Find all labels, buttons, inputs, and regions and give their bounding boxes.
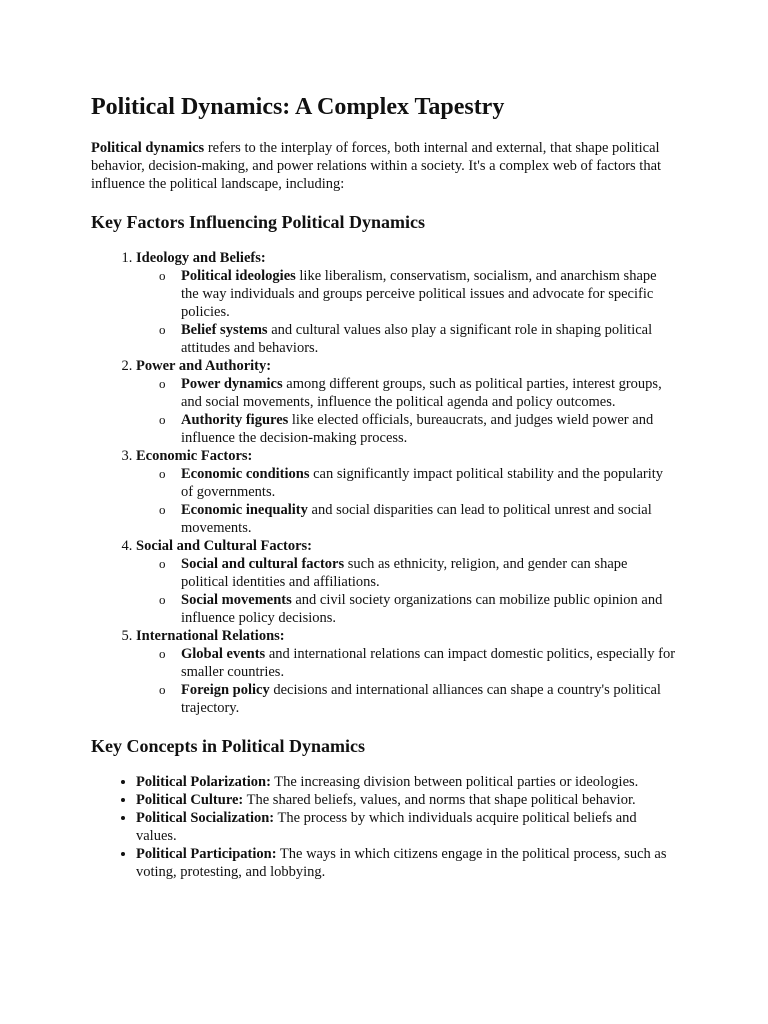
subitem-text: like liberalism, conservatism, socialism, and anarchism shape the way individuals and groups perceive political issues and advocate for specific policies.	[181, 268, 657, 320]
subitem-text: and civil society organizations can mobilize public opinion and influence policy decisions.	[181, 592, 663, 626]
subitem-text: decisions and international alliances can shape a country's political trajectory.	[181, 682, 661, 716]
subitem-term: Belief systems	[181, 322, 268, 338]
subitem-term: Social movements	[181, 592, 292, 608]
concept-text: The increasing division between political parties or ideologies.	[270, 774, 639, 790]
factor-sublist	[136, 465, 677, 537]
concept-item	[136, 809, 677, 845]
factor-subitem	[181, 267, 677, 321]
concept-term: Political Participation:	[136, 846, 277, 862]
intro-paragraph	[91, 139, 677, 193]
factor-subitem	[181, 321, 677, 357]
intro-text: refers to the interplay of forces, both internal and external, that shape political behavior, decision-making, and power relations within a society. It's a complex web of factors that influence the political landscape, including:	[91, 140, 662, 192]
concept-item	[136, 773, 677, 791]
subitem-text: among different groups, such as political parties, interest groups, and social movements, influence the political agenda and policy outcomes.	[181, 376, 662, 410]
subitem-term: Economic conditions	[181, 466, 310, 482]
intro-term: Political dynamics	[91, 140, 205, 156]
factors-list	[91, 249, 677, 717]
factor-item	[136, 627, 677, 717]
page-title: Political Dynamics: A Complex Tapestry	[91, 94, 505, 120]
subitem-term: Authority figures	[181, 412, 289, 428]
subitem-text: such as ethnicity, religion, and gender can shape political identities and affiliations.	[181, 556, 628, 590]
factor-subitem	[181, 411, 677, 447]
factor-label: Social and Cultural Factors:	[136, 538, 313, 554]
factor-subitem	[181, 591, 677, 627]
concepts-list	[91, 773, 677, 881]
subitem-text: can significantly impact political stability and the popularity of governments.	[181, 466, 664, 500]
concepts-heading: Key Concepts in Political Dynamics	[91, 736, 365, 756]
factor-subitem	[181, 681, 677, 717]
factor-item	[136, 447, 677, 537]
factor-subitem	[181, 375, 677, 411]
subitem-term: Foreign policy	[181, 682, 270, 698]
factor-sublist	[136, 555, 677, 627]
concept-term: Political Polarization:	[136, 774, 271, 790]
factor-sublist	[136, 375, 677, 447]
factor-item	[136, 249, 677, 357]
factor-item	[136, 537, 677, 627]
factors-heading: Key Factors Influencing Political Dynamics	[91, 212, 425, 232]
factor-label: Power and Authority:	[136, 358, 272, 374]
concept-text: The ways in which citizens engage in the political process, such as voting, protesting, and lobbying.	[136, 846, 667, 880]
factor-item	[136, 357, 677, 447]
concept-term: Political Socialization:	[136, 810, 275, 826]
factor-subitem	[181, 645, 677, 681]
subitem-text: and social disparities can lead to political unrest and social movements.	[181, 502, 652, 536]
subitem-term: Political ideologies	[181, 268, 296, 284]
factor-sublist	[136, 645, 677, 717]
subitem-text: like elected officials, bureaucrats, and judges wield power and influence the decision-making process.	[181, 412, 654, 446]
factor-label: Ideology and Beliefs:	[136, 250, 266, 266]
concept-item	[136, 791, 677, 809]
subitem-term: Social and cultural factors	[181, 556, 345, 572]
factor-subitem	[181, 501, 677, 537]
subitem-term: Global events	[181, 646, 266, 662]
concept-text: The shared beliefs, values, and norms that shape political behavior.	[243, 792, 636, 808]
concept-text: The process by which individuals acquire political beliefs and values.	[136, 810, 637, 844]
subitem-text: and international relations can impact domestic politics, especially for smaller countries.	[181, 646, 676, 680]
subitem-text: and cultural values also play a significant role in shaping political attitudes and behaviors.	[181, 322, 653, 356]
factor-label: Economic Factors:	[136, 448, 253, 464]
subitem-term: Economic inequality	[181, 502, 308, 518]
factor-sublist	[136, 267, 677, 357]
factor-subitem	[181, 555, 677, 591]
subitem-term: Power dynamics	[181, 376, 283, 392]
concept-item	[136, 845, 677, 881]
factor-label: International Relations:	[136, 628, 285, 644]
concept-term: Political Culture:	[136, 792, 244, 808]
factor-subitem	[181, 465, 677, 501]
